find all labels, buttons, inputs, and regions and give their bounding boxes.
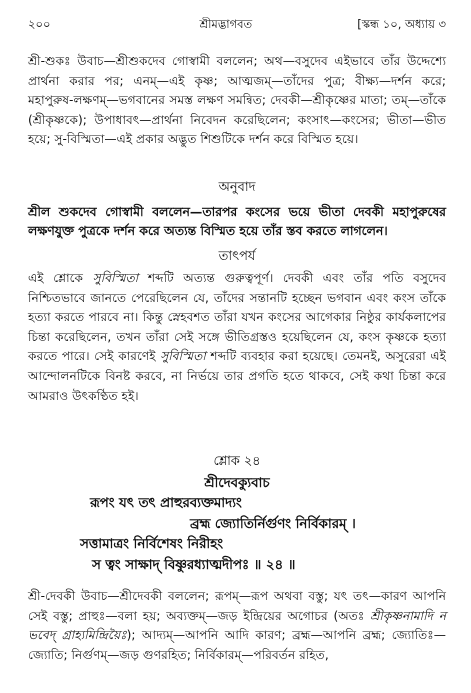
synonyms-part-1: শ্রী-দেবকী উবাচ—শ্রীদেবকী বললেন; রূপম্—রূপ অথবা বস্তু; যৎ তৎ—কারণ আপনি সেই বস্তু; প্রাহুঃ—বলা হয়; অব্যক্তম্—জড় ইন্দ্রিয়ের অগোচর (অতঃ bbox=[28, 589, 446, 623]
purport-term-2: সুবিস্মিতা bbox=[160, 349, 206, 364]
running-header bbox=[28, 16, 446, 34]
book-title: শ্রীমদ্ভাগবত bbox=[199, 17, 253, 31]
page-number: ২০০ bbox=[28, 17, 51, 31]
purport-text bbox=[28, 269, 446, 445]
translation-text: শ্রীল শুকদেব গোস্বামী বললেন—তারপর কংসের ভয়ে ভীতা দেবকী মহাপুরুষের লক্ষণযুক্ত পুত্রকে দর্শন করে অত্যন্ত বিস্মিত হয়ে তাঁর স্তব করতে লাগলেন। bbox=[28, 204, 446, 238]
canto-chapter-label: [স্কন্ধ ১০, অধ্যায় ৩ bbox=[357, 17, 446, 31]
translation-heading: অনুবাদ bbox=[218, 180, 256, 195]
verse-line-1: রূপং যৎ তৎ প্রাহুরব্যক্তমাদ্যং bbox=[90, 496, 242, 511]
purport-term-1: সুবিস্মিতা bbox=[92, 271, 139, 285]
verse-line-3: সত্তামাত্রং নির্বিশেষং নিরীহং bbox=[80, 537, 223, 552]
purport-part-2: শব্দটি অত্যন্ত গুরুত্বপূর্ণ। দেবকী এবং তাঁর পতি বসুদেব নিশ্চিতভাবে জানতে পেরেছিলেন যে, তাঁদের সন্তানটি হচ্ছেন ভগবান এবং কংস তাঁকে হত্যা করতে পারবে না। কিন্তু স্নেহবশত তাঁরা যখন কংসের আগেকার নিষ্ঠুর কার্যকলাপের চিন্তা করেছিলেন, তখন তাঁরা সেই সঙ্গে ভীতিগ্রস্তও হয়েছিলেন যে, কংস কৃষ্ণকে হত্যা করতে পারে। সেই কারণেই bbox=[28, 271, 447, 364]
purport-part-3: শব্দটি ব্যবহার করা হয়েছে। তেমনই, অসুরেরা এই আন্দোলনটিকে বিনষ্ট করবে, না নির্ভয়ে তার প্রগতি হতে থাকবে, সেই কথা চিন্তা করে আমরাও উৎকণ্ঠিত হই। bbox=[28, 349, 446, 403]
book-page bbox=[28, 16, 446, 665]
verse-line-2: ব্রহ্ম জ্যোতির্নির্গুণং নির্বিকারম্ । bbox=[190, 516, 356, 532]
sanskrit-verse bbox=[28, 452, 446, 575]
purport-heading: তাৎপর্য bbox=[218, 249, 256, 264]
synonyms-quote: শ্রীকৃষ্ণনামাদি ন ভবেদ্ গ্রাহ্যমিন্দ্রিয়ৈঃ bbox=[28, 608, 446, 643]
synonyms-part-2: ); আদ্যম্—আপনি আদি কারণ; ব্রহ্ম—আপনি ব্রহ্ম; জ্যোতিঃ—জ্যোতি; নির্গুণম্—জড় গুণরহিত; নির্বিকারম্—পরিবর্তন রহিত, bbox=[28, 628, 446, 662]
purport-part-1: এই শ্লোকে bbox=[28, 271, 93, 285]
verse-number: শ্লোক ২৪ bbox=[213, 454, 261, 469]
verse-synonyms bbox=[28, 587, 446, 665]
word-for-word-synonyms: শ্রী-শুকঃ উবাচ—শ্রীশুকদেব গোস্বামী বললেন; অথ—বসুদেব এইভাবে তাঁর উদ্দেশ্যে প্রার্থনা করার পর; এনম্—এই কৃষ্ণ; আত্মজম্—তাঁদের পুত্র; বীক্ষ্য—দর্শন করে; মহাপুরুষ-লক্ষণম্—ভগবানের সমস্ত লক্ষণ সমন্বিত; দেবকী—শ্রীকৃষ্ণের মাতা; তম্—তাঁকে (শ্রীকৃষ্ণকে); উপাধাবৎ—প্রার্থনা নিবেদন করেছিলেন; কংসাৎ—কংসের; ভীতা—ভীত হয়ে; সু-বিস্মিতা—এই প্রকার অদ্ভুত শিশুটিকে দর্শন করে বিস্মিত হয়ে। bbox=[28, 54, 446, 147]
verse-line-4: স ত্বং সাক্ষাদ্ বিষ্ণুরধ্যাত্মদীপঃ ॥ ২৪ ॥ bbox=[92, 557, 296, 573]
verse-speaker: শ্রীদেবক্যুবাচ bbox=[204, 475, 270, 491]
